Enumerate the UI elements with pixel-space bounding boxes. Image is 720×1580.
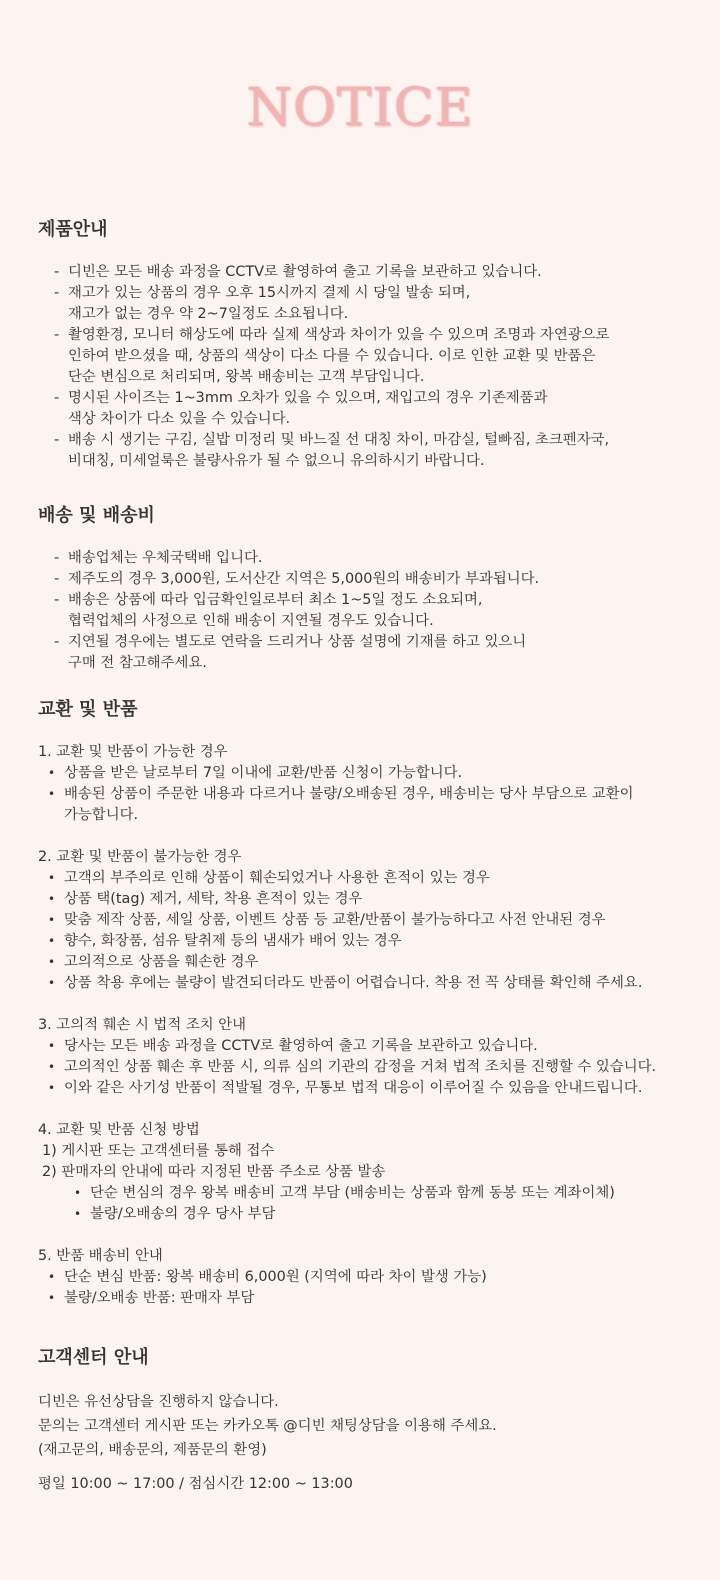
support-line: (재고문의, 배송문의, 제품문의 환영) (38, 1442, 267, 1458)
list-item: • 단순 변심의 경우 왕복 배송비 고객 부담 (배송비는 상품과 함께 동봉 또는 계좌이체) (74, 1183, 708, 1204)
support-heading: 고객센터 안내 (38, 1347, 149, 1368)
step-item: 1) 게시판 또는 고객센터를 통해 접수 (42, 1143, 275, 1159)
group-title: 4. 교환 및 반품 신청 방법 (38, 1122, 200, 1138)
support-line: 디빈은 유선상담을 진행하지 않습니다. (38, 1394, 279, 1410)
list-item: • 향수, 화장품, 섬유 탈취제 등의 냄새가 배어 있는 경우 (48, 931, 708, 952)
list-item: • 상품 택(tag) 제거, 세탁, 착용 흔적이 있는 경우 (48, 889, 708, 910)
group-title: 1. 교환 및 반품이 가능한 경우 (38, 744, 228, 760)
step-list (38, 1141, 708, 1183)
bullet-list (38, 868, 708, 994)
list-item: • 고객의 부주의로 인해 상품이 훼손되었거나 사용한 흔적이 있는 경우 (48, 868, 708, 889)
bullet-list (38, 1267, 708, 1309)
list-item: • 고의적으로 상품을 훼손한 경우 (48, 952, 708, 973)
bullet-list (38, 1036, 708, 1099)
list-item: • 맞춤 제작 상품, 세일 상품, 이벤트 상품 등 교환/반품이 불가능하다고 사전 안내된 경우 (48, 910, 708, 931)
list-item: - 명시된 사이즈는 1~3mm 오차가 있을 수 있으며, 재입고의 경우 기존제품과 색상 차이가 다소 있을 수 있습니다. (54, 388, 708, 430)
list-item: - 제주도의 경우 3,000원, 도서산간 지역은 5,000원의 배송비가 부과됩니다. (54, 569, 708, 590)
list-item: • 단순 변심 반품: 왕복 배송비 6,000원 (지역에 따라 차이 발생 가능) (48, 1267, 708, 1288)
page-title: NOTICE (246, 78, 474, 138)
group-title: 2. 교환 및 반품이 불가능한 경우 (38, 849, 242, 865)
exchange-heading: 교환 및 반품 (38, 699, 138, 720)
business-hours: 평일 10:00 ~ 17:00 / 점심시간 12:00 ~ 13:00 (38, 1476, 353, 1492)
step-item: 2) 판매자의 안내에 따라 지정된 반품 주소로 상품 발송 (42, 1164, 386, 1180)
list-item: • 불량/오배송 반품: 판매자 부담 (48, 1288, 708, 1309)
list-item: - 배송 시 생기는 구김, 실밥 미정리 및 바느질 선 대칭 차이, 마감실, 털빠짐, 초크펜자국, 비대칭, 미세얼룩은 불량사유가 될 수 없으니 유의하시기 바랍니다. (54, 430, 708, 472)
list-item: - 배송업체는 우체국택배 입니다. (54, 548, 708, 569)
list-item: - 디빈은 모든 배송 과정을 CCTV로 촬영하여 출고 기록을 보관하고 있습니다. (54, 262, 708, 283)
legal-action-group (38, 1015, 708, 1099)
return-fee-group (38, 1246, 708, 1309)
bullet-list (38, 1183, 708, 1225)
product-section (38, 218, 708, 472)
exchange-possible-group (38, 742, 708, 826)
product-list (38, 262, 708, 472)
shipping-heading: 배송 및 배송비 (38, 505, 155, 526)
list-item: • 당사는 모든 배송 과정을 CCTV로 촬영하여 출고 기록을 보관하고 있습니다. (48, 1036, 708, 1057)
list-item: - 배송은 상품에 따라 입금확인일로부터 최소 1~5일 정도 소요되며, 협력업체의 사정으로 인해 배송이 지연될 경우도 있습니다. (54, 590, 708, 632)
group-title: 3. 고의적 훼손 시 법적 조치 안내 (38, 1017, 246, 1033)
list-item: • 고의적인 상품 훼손 후 반품 시, 의류 심의 기관의 감정을 거쳐 법적 조치를 진행할 수 있습니다. (48, 1057, 708, 1078)
list-item: • 상품 착용 후에는 불량이 발견되더라도 반품이 어렵습니다. 착용 전 꼭 상태를 확인해 주세요. (48, 973, 708, 994)
shipping-list (38, 548, 708, 674)
bullet-list (38, 763, 708, 826)
list-item: • 배송된 상품이 주문한 내용과 다르거나 불량/오배송된 경우, 배송비는 당사 부담으로 교환이 가능합니다. (48, 784, 708, 826)
shipping-section (38, 504, 708, 674)
list-item: - 촬영환경, 모니터 해상도에 따라 실제 색상과 차이가 있을 수 있으며 조명과 자연광으로 인하여 받으셨을 때, 상품의 색상이 다소 다를 수 있습니다. 이로 인한 교환 및 반품은 단순 변심으로 처리되며, 왕복 배송비는 고객 부담입니다. (54, 325, 708, 388)
exchange-impossible-group (38, 847, 708, 994)
exchange-section (38, 698, 708, 1330)
list-item: • 상품을 받은 날로부터 7일 이내에 교환/반품 신청이 가능합니다. (48, 763, 708, 784)
request-method-group (38, 1120, 708, 1225)
support-section (38, 1346, 708, 1496)
list-item: • 불량/오배송의 경우 당사 부담 (74, 1204, 708, 1225)
support-line: 문의는 고객센터 게시판 또는 카카오톡 @디빈 채팅상담을 이용해 주세요. (38, 1418, 497, 1434)
list-item: - 재고가 있는 상품의 경우 오후 15시까지 결제 시 당일 발송 되며, 재고가 없는 경우 약 2~7일정도 소요됩니다. (54, 283, 708, 325)
group-title: 5. 반품 배송비 안내 (38, 1248, 163, 1264)
product-heading: 제품안내 (38, 219, 108, 240)
list-item: • 이와 같은 사기성 반품이 적발될 경우, 무통보 법적 대응이 이루어질 수 있음을 안내드립니다. (48, 1078, 708, 1099)
list-item: - 지연될 경우에는 별도로 연락을 드리거나 상품 설명에 기재를 하고 있으니 구매 전 참고해주세요. (54, 632, 708, 674)
